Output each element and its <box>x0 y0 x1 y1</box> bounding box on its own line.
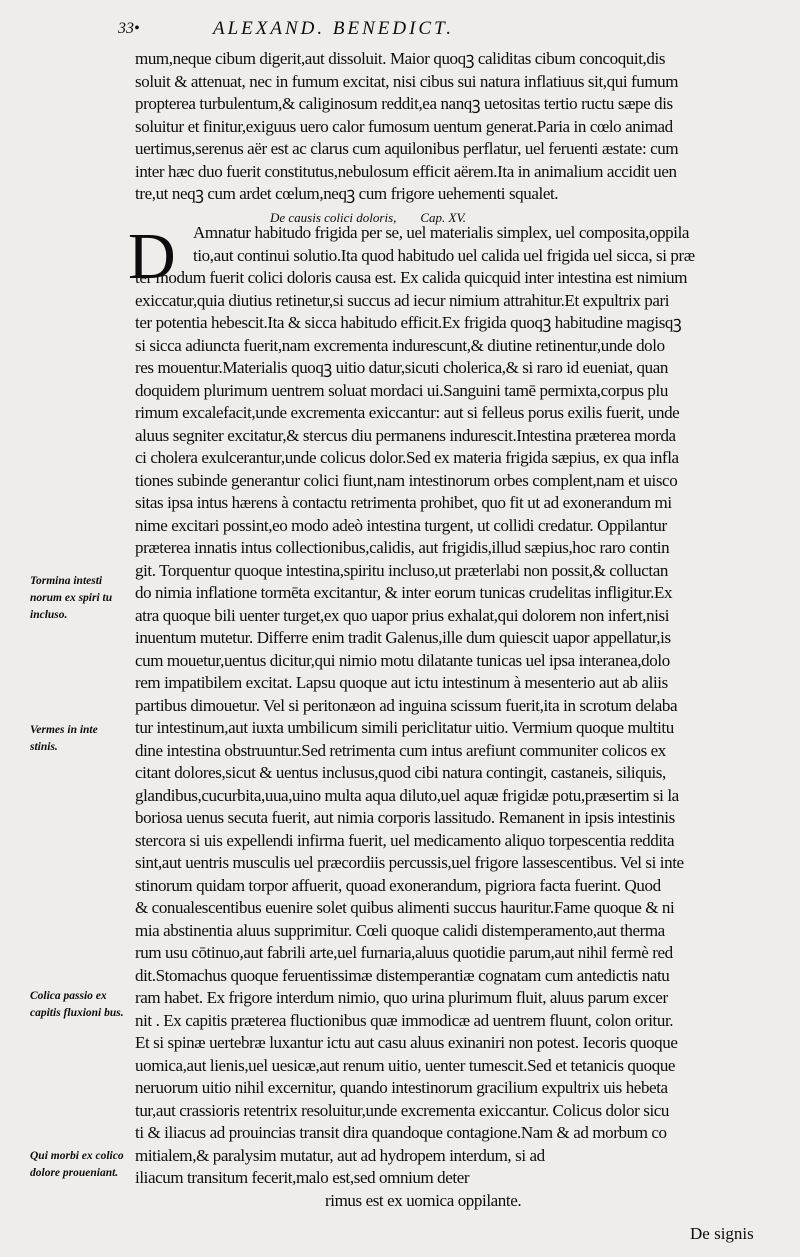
text-line: tio,aut continui solutio.Ita quod habitudo uel calida uel frigida uel sicca, si præ <box>193 245 695 265</box>
text-line: dit.Stomachus quoque feruentissimæ distemperantiæ cognatam cum antedictis natu <box>135 965 670 985</box>
text-line: stinorum quidam torpor affuerit, quoad exonerandum, pigriora facta fuerint. Quod <box>135 875 661 895</box>
text-line: si sicca adiuncta fuerit,nam excrementa indurescunt,& diutine retinentur,unde dolo <box>135 335 665 355</box>
chapter-number: Cap. XV. <box>420 210 467 225</box>
text-line <box>135 1212 775 1235</box>
text-line: sint,aut uentris musculis uel præcordiis percussis,uel frigore lassescentibus. Vel si inte <box>135 853 684 872</box>
catchword: De signis <box>690 1224 754 1243</box>
text-line: uomica,aut lienis,uel uesicæ,aut renum uitio, uenter tumescit.Sed et tetanicis quoque <box>135 1055 676 1075</box>
text-line: ter potentia hebescit.Ita & sicca habitudo efficit.Ex frigida quoqꝫ habitudine magisqꝫ <box>135 313 682 332</box>
text-line: sitas ipsa intus hærens à contactu retrimenta prohibet, quo fit ut ad exonerandum mi <box>135 493 672 512</box>
text-line: exiccatur,quia diutius retinetur,si succus ad iecur nimium attrahitur.Et expultrix pari <box>135 290 670 310</box>
text-line: rimus est ex uomica oppilante. <box>325 1190 522 1210</box>
text-line: tur,aut crassioris retentrix resoluitur,unde excrementa exiccantur. Colicus dolor sicu <box>135 1100 670 1120</box>
text-line: git. Torquentur quoque intestina,spiritu incluso,ut præterlabi non possit,& colluctan <box>135 560 668 580</box>
text-line: ram habet. Ex frigore interdum nimio, quo urina plurimum fluit, aluus parum excer <box>135 988 668 1007</box>
text-line: cum mouetur,uentus dicitur,qui nimio motu dilatante tunicas uel ipsa interanea,dolo <box>135 650 670 670</box>
text-line: citant dolores,sicut & uentus inclusus,quod cibi natura contingit, castaneis, siliquis, <box>135 763 666 782</box>
text-line: tur intestinum,aut iuxta umbilicum simili periclitatur uitio. Vermium quoque multitu <box>135 718 674 737</box>
text-line: doquidem plurimum uentrem soluat mordaci ui.Sanguini tamē permixta,corpus plu <box>135 380 668 400</box>
margin-note: Tormina intesti norum ex spiri tu incluso. <box>30 575 113 621</box>
text-line: do nimia inflatione tormēta excitantur, & inter eorum tunicas crudelitas infligitur.Ex <box>135 583 673 602</box>
text-line: mia abstinentia aluus supprimitur. Cœli quoque calidi distemperamento,aut therma <box>135 920 665 940</box>
text-line: inter hæc duo fuerit constitutus,nebulosum efficit aërem.Ita in animalium accidit uen <box>135 161 677 181</box>
text-line: tre,ut neqꝫ cum ardet cœlum,neqꝫ cum frigore uehementi squalet. <box>135 184 559 203</box>
text-line: soluitur et finitur,exiguus uero calor fumosum uentum generat.Paria in cœlo animad <box>135 116 673 136</box>
margin-note: Vermes in inte stinis. <box>30 724 98 753</box>
margin-note: Colica passio ex capitis fluxioni bus. <box>30 990 124 1019</box>
text-line: ter modum fuerit colici doloris causa est. Ex calida quicquid inter intestina est nimium <box>135 268 688 287</box>
text-line: soluit & attenuat, nec in fumum excitat, nisi cibus sui natura inflatiuus sit,qui fumum <box>135 71 679 91</box>
text-line: Amnatur habitudo frigida per se, uel materialis simplex, uel composita,oppila <box>193 223 690 242</box>
text-line: rem impatibilem excitat. Lapsu quoque aut ictu intestinum à mesenterio aut ab aliis <box>135 673 668 692</box>
text-line: & conualescentibus euenire solet quibus alimenti succus hauritur.Fame quoque & ni <box>135 898 675 917</box>
margin-note: Qui morbi ex colico dolore proueniant. <box>30 1150 124 1179</box>
text-line: rimum excalefacit,unde excrementa exiccantur: aut si felleus porus exilis fuerit, unde <box>135 403 680 422</box>
text-line: res mouentur.Materialis quoqꝫ uitio datur,sicuti cholerica,& si raro id eueniat, quan <box>135 358 668 377</box>
text-line: nime excitari possint,eo modo adeò intestina turgent, ut collidi credatur. Oppilantur <box>135 515 667 535</box>
text-line: aluus segniter excitatur,& stercus diu permanens indurescit.Intestina præterea morda <box>135 425 676 445</box>
text-line: atra quoque bili uenter turget,ex quo uapor prius exhalat,qui dolorem non infert,nisi <box>135 605 670 625</box>
text-line: boriosa uenus secuta fuerit, aut nimia corporis lassitudo. Remanent in ipsis intestinis <box>135 808 675 827</box>
text-line: propterea turbulentum,& caliginosum reddit,ea nanqꝫ uetositas tertio ructu sæpe dis <box>135 94 673 113</box>
text-line: stercora si uis expellendi infirma fuerit, uel medicamento aliquo torpescentia reddita <box>135 830 675 850</box>
running-title: ALEXAND. BENEDICT. <box>213 18 455 39</box>
top-paragraph <box>135 48 775 206</box>
chapter-title: De causis colici doloris, <box>270 210 397 225</box>
text-line: rum usu cōtinuo,aut fabrili arte,uel furnaria,aluus quotidie parum,aut nihil fermè red <box>135 943 673 962</box>
main-text <box>135 222 775 1235</box>
text-line: mitialem,& paralysim mutatur, aut ad hydropem interdum, si ad <box>135 1145 545 1165</box>
text-line: ti & iliacus ad prouincias transit dira quandoque contagione.Nam & ad morbum co <box>135 1123 667 1142</box>
text-line: glandibus,cucurbita,uua,uino multa aqua diluto,uel aquæ frigidæ potu,præsertim si la <box>135 785 679 805</box>
text-line: tiones subinde generantur colici fiunt,nam intestinorum orbes complent,nam et uisco <box>135 470 678 490</box>
text-line: partibus dimouetur. Vel si peritonæon ad inguina scissum fuerit,ita in scrotum delaba <box>135 695 678 715</box>
text-line: Et si spinæ uertebræ luxantur ictu aut casu aluus exinaniri non potest. Iecoris quoque <box>135 1033 678 1052</box>
text-line: inuentum mutetur. Differre enim tradit Galenus,ille dum quiescit uapor appellatur,is <box>135 628 671 647</box>
page-header <box>118 18 758 46</box>
drop-capital: D <box>128 220 176 293</box>
text-line: dine intestina obstruuntur.Sed retrimenta cum intus arefiunt communiter colicos ex <box>135 740 666 760</box>
page-number: 33• <box>118 20 140 37</box>
text-line: iliacum transitum fecerit,malo est,sed omnium deter <box>135 1168 470 1187</box>
text-line: ci cholera exulcerantur,unde colicus dolor.Sed ex materia frigida sæpius, ex qua infla <box>135 448 679 467</box>
text-line: præterea innatis intus collectionibus,calidis, aut frigidis,illud sæpius,hoc raro contin <box>135 538 670 557</box>
text-line: mum,neque cibum digerit,aut dissoluit. Maior quoqꝫ caliditas cibum concoquit,dis <box>135 49 666 68</box>
text-line: neruorum uitio nihil excernitur, quando intestinorum gracilium expultrix uis hebeta <box>135 1078 668 1097</box>
text-line: uertimus,serenus aër est ac clarus cum aquilonibus perflatur, uel feruenti æstate: cum <box>135 139 679 158</box>
text-line: nit . Ex capitis præterea fluctionibus quæ immodicæ ad uentrem fluunt, colon oritur. <box>135 1010 674 1030</box>
